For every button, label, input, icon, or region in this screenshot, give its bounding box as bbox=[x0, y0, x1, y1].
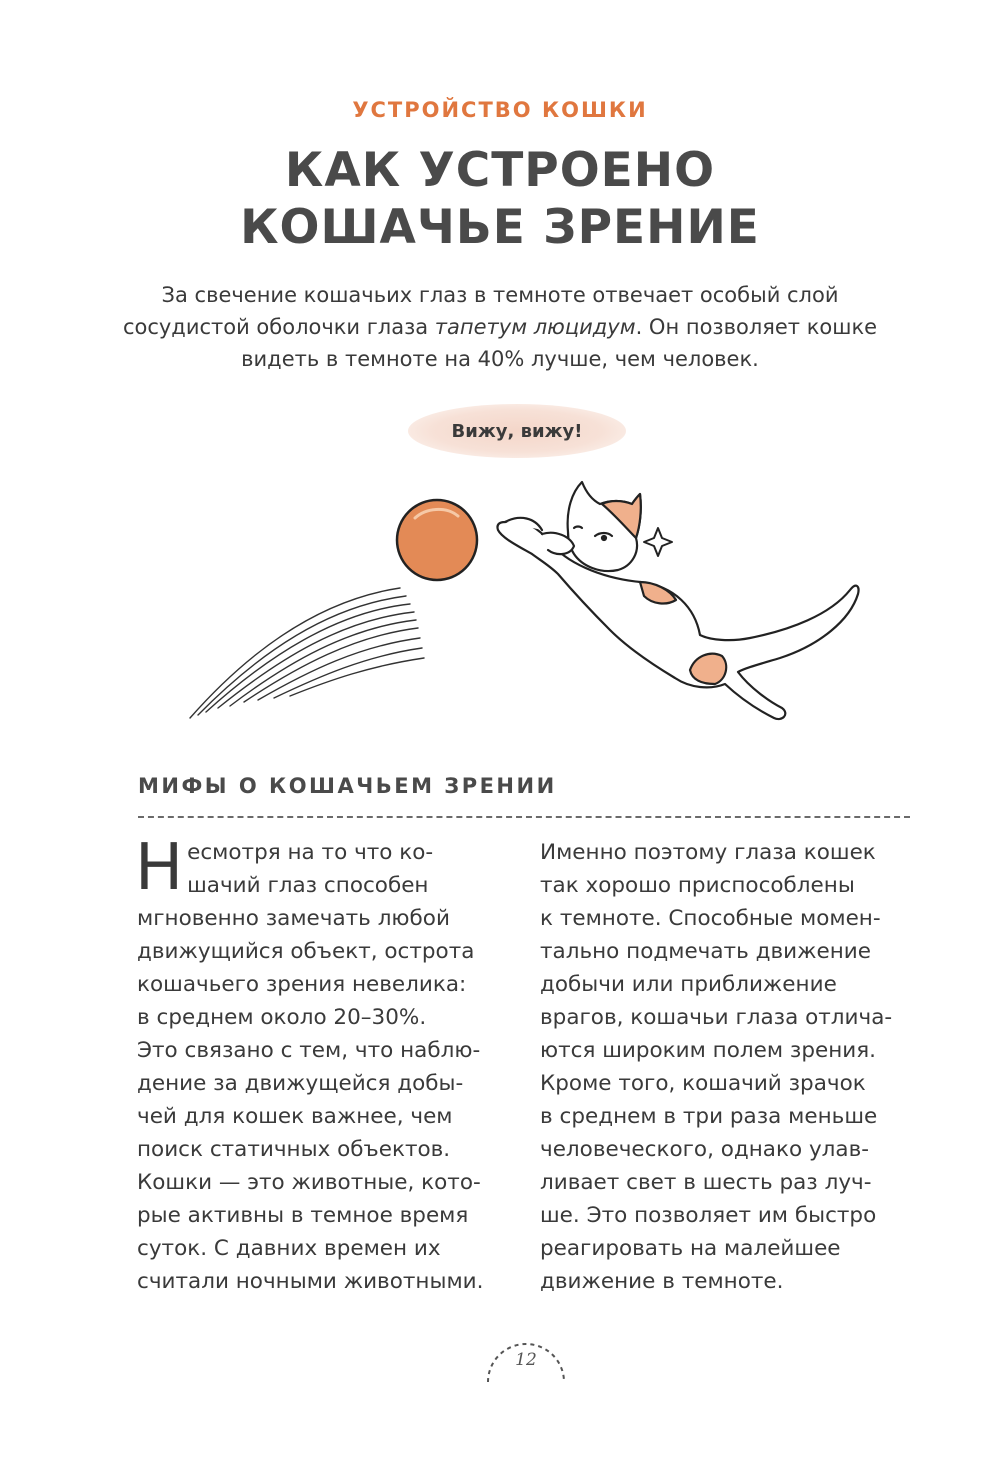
section-kicker: УСТРОЙСТВО КОШКИ bbox=[352, 98, 648, 122]
page-title-line-1: КАК УСТРОЕНО bbox=[284, 143, 716, 198]
text-line: Кошки — это животные, кото- bbox=[137, 1170, 481, 1195]
section-divider bbox=[138, 816, 910, 818]
page-title bbox=[0, 142, 1000, 256]
lead-term: тапетум люцидум bbox=[434, 315, 636, 339]
text-line: кошачьего зрения невелика: bbox=[137, 972, 467, 997]
lead-line-2b: . Он позволяет кошке bbox=[635, 315, 878, 339]
lead-line-3: видеть в темноте на 40% лучше, чем человек. bbox=[241, 347, 759, 371]
section-heading: МИФЫ О КОШАЧЬЕМ ЗРЕНИИ bbox=[138, 774, 557, 798]
text-line: мгновенно замечать любой bbox=[137, 906, 450, 931]
text-line: движение в темноте. bbox=[540, 1269, 784, 1294]
text-line: суток. С давних времен их bbox=[137, 1236, 441, 1261]
text-line: ше. Это позволяет им быстро bbox=[540, 1203, 877, 1228]
ball-icon bbox=[397, 500, 477, 580]
cat-and-ball-illustration bbox=[170, 470, 890, 740]
drop-cap: Н bbox=[135, 831, 184, 905]
text-line: реагировать на малейшее bbox=[540, 1236, 841, 1261]
text-column-left bbox=[135, 831, 512, 1298]
speech-bubble bbox=[408, 404, 626, 458]
text-line: шачий глаз способен bbox=[187, 873, 429, 898]
lead-line-2a: сосудистой оболочки глаза bbox=[122, 315, 435, 339]
motion-lines-icon bbox=[190, 588, 424, 718]
text-line: к темноте. Способные момен- bbox=[540, 906, 881, 931]
text-line: дение за движущейся добы- bbox=[137, 1071, 464, 1096]
text-line: поиск статичных объектов. bbox=[137, 1137, 451, 1162]
sparkle-icon bbox=[644, 528, 672, 556]
text-line: Это связано с тем, что наблю- bbox=[137, 1038, 481, 1063]
text-line: ливает свет в шесть раз луч- bbox=[540, 1170, 872, 1195]
text-line: в среднем в три раза меньше bbox=[540, 1104, 878, 1129]
page-number: 12 bbox=[515, 1350, 537, 1370]
text-line: есмотря на то что ко- bbox=[187, 840, 434, 865]
lead-paragraph bbox=[100, 279, 900, 375]
text-line: добычи или приближение bbox=[540, 972, 837, 997]
text-line: в среднем около 20–30%. bbox=[137, 1005, 427, 1030]
text-line: считали ночными животными. bbox=[137, 1269, 484, 1294]
lead-line-1: За свечение кошачьих глаз в темноте отвечает особый слой bbox=[161, 283, 839, 307]
speech-bubble-text: Вижу, вижу! bbox=[451, 420, 583, 442]
text-column-right bbox=[540, 836, 915, 1298]
text-line: ются широким полем зрения. bbox=[540, 1038, 877, 1063]
text-line: Именно поэтому глаза кошек bbox=[540, 840, 876, 865]
text-line: врагов, кошачьи глаза отлича- bbox=[540, 1005, 893, 1030]
cat-icon bbox=[497, 482, 858, 719]
text-line: рые активны в темное время bbox=[137, 1203, 469, 1228]
text-line: чей для кошек важнее, чем bbox=[137, 1104, 453, 1129]
text-line: Кроме того, кошачий зрачок bbox=[540, 1071, 866, 1096]
text-line: движущийся объект, острота bbox=[137, 939, 475, 964]
text-line: так хорошо приспособлены bbox=[540, 873, 855, 898]
page-title-line-2: КОШАЧЬЕ ЗРЕНИЕ bbox=[240, 200, 760, 255]
text-line: тально подмечать движение bbox=[540, 939, 871, 964]
text-line: человеческого, однако улав- bbox=[540, 1137, 870, 1162]
